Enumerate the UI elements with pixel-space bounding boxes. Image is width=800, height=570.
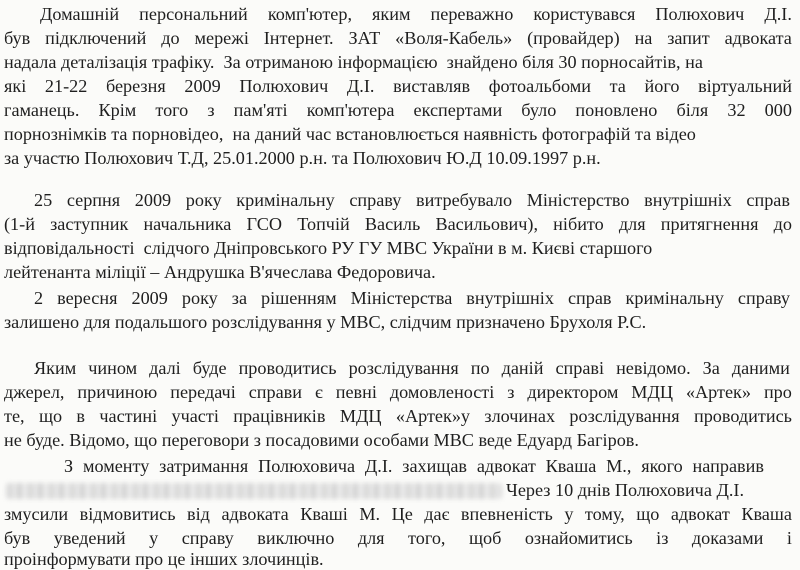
text-line [4,213,792,235]
word: участі [171,406,219,426]
word: проводитись [693,406,792,426]
word: був [4,528,31,548]
text-line: порнознімків та порновідео, на даний час встановлюється наявність фотографій та відео [4,124,696,144]
word: переважно [430,4,514,24]
word: Інтернет. [263,28,334,48]
word: 2 [34,288,44,308]
word: виключно [257,528,335,548]
word: по [470,358,490,378]
word: ЗАТ [348,28,381,48]
word: МДЦ [631,382,673,402]
word: ознайомитись [524,528,633,548]
word: чином [88,358,138,378]
word: до [773,214,792,234]
word: адвокат [476,456,536,476]
word: направив [692,456,764,476]
word: справу [737,288,790,308]
text-line: за участю Полюхович Т.Д, 25.01.2000 р.н. та Полюхович Ю.Д 10.09.1997 р.н. [4,148,601,168]
word: Кваша [545,456,597,476]
text-line [4,75,792,97]
word: із [656,528,669,548]
word: тому, [584,504,625,524]
word: що [636,504,660,524]
word: на [634,28,653,48]
word: поновлено [575,100,658,120]
word: Васильович), [435,214,538,234]
word: рішенням [261,288,337,308]
word: Домашній [40,4,120,24]
word: директором [527,382,619,402]
word: даній [501,358,544,378]
word: користувався [533,4,636,24]
text-line: лейтенанта міліції – Андрушка В'ячеслава Федоровича. [4,262,436,282]
text-line: відповідальності слідчого Дніпровського РУ ГУ МВС України в м. Києві старшого [4,238,653,258]
word: комп'ютера [306,100,395,120]
word: було [521,100,557,120]
word: витребувало [416,190,513,210]
word: Яким [34,358,77,378]
word: розслідування [569,406,680,426]
word: року [185,190,222,210]
word: у [564,504,574,524]
word: серпня [66,190,121,210]
word: виставляв [393,76,471,96]
word: 25 [34,190,53,210]
word: М., [606,456,632,476]
text-line [4,405,792,427]
word: Д.І. [764,4,792,24]
word: і [786,528,792,548]
word: причиною [77,382,158,402]
word: яким [372,4,411,24]
word: 2009 [131,288,168,308]
word: пам'яті [233,100,288,120]
word: те, [4,406,25,426]
word: змусили [4,504,69,524]
word: працівників [233,406,326,426]
word: певні [335,382,377,402]
text-line [34,287,790,309]
word: ГСО [246,214,283,234]
word: «Артек»у [395,406,471,426]
word: мережі [194,28,249,48]
word: адвоката [221,504,289,524]
text-line: надала деталізація трафіку. За отриманою інформацією знайдено біля 30 порносайтів, на [4,52,703,72]
word: Кваша [741,504,792,524]
word: впевненість [460,504,553,524]
word: затримання [159,456,249,476]
word: 2009 [134,190,172,210]
word: доказами [691,528,764,548]
word: злочинах [484,406,556,426]
word: 2009 [184,76,221,96]
word: березня [105,76,166,96]
word: Топчій [297,214,350,234]
word: кримінальну [625,288,724,308]
word: притягнення [660,214,759,234]
text-line [4,381,792,403]
word: джерел, [4,382,65,402]
word: захищав [402,456,468,476]
word: справі [555,358,605,378]
word: та [609,76,626,96]
word: 32 [727,100,746,120]
word: запит [667,28,710,48]
word: даними [731,358,790,378]
word: домовленості [389,382,495,402]
word: невідомо. [616,358,691,378]
word: «Воля-Кабель» [395,28,513,48]
word: біля [676,100,709,120]
word: які [4,76,27,96]
word: далі [149,358,181,378]
word: підключений [45,28,147,48]
redacted-text [6,483,502,499]
word: року [181,288,218,308]
word: моменту [82,456,150,476]
word: М. [359,504,381,524]
word: кримінальну [236,190,335,210]
word: з [507,382,515,402]
text-line [40,3,792,25]
text-line [4,27,792,49]
word: комп'ютер, [267,4,352,24]
word: того [155,100,189,120]
word: справ [746,190,790,210]
word: заступник [50,214,129,234]
text-line [64,455,764,477]
word: буде [192,358,227,378]
word: для [357,528,385,548]
word: справи [248,382,302,402]
text-line [4,527,792,549]
word: частині [99,406,158,426]
word: адвокат [670,504,730,524]
word: «Артек» [685,382,751,402]
word: нібито [553,214,604,234]
word: про [763,382,792,402]
word: МДЦ [339,406,382,426]
text-line [34,357,790,379]
text-line: не буде. Відомо, що переговори з посадовими особами МВС веде Едуард Багіров. [4,430,639,450]
text-line [4,503,792,525]
word: справу [349,190,402,210]
text-line: залишено для подальшого розслідування у МВС, слідчим призначено Брухоля Р.С. [4,312,647,332]
word: 21-22 [44,76,88,96]
word: фотоальбоми [488,76,591,96]
word: передачі [170,382,236,402]
word: Полюховича [258,456,356,476]
text-line [4,99,792,121]
word: уведений [53,528,126,548]
word: Полюхович [655,4,745,24]
word: дає [424,504,450,524]
word: Це [391,504,413,524]
word: з [207,100,215,120]
word: внутрішніх [644,190,732,210]
word: начальника [143,214,232,234]
word: у [149,528,159,548]
word: віртуальний [698,76,792,96]
word: його [644,76,680,96]
word: Крім [98,100,137,120]
word: був [4,28,31,48]
text-line [34,189,790,211]
word: щоб [468,528,502,548]
word: є [314,382,323,402]
word: якого [641,456,683,476]
word: За [702,358,720,378]
word: Полюхович [239,76,329,96]
word: справ [567,288,612,308]
word: того, [408,528,446,548]
word: для [618,214,646,234]
word: справу [181,528,234,548]
word: до [161,28,180,48]
word: гаманець. [4,100,80,120]
word: Кваші [300,504,348,524]
word: Міністерство [526,190,630,210]
word: 000 [764,100,792,120]
word: Д.І. [346,76,375,96]
text-line: Через 10 днів Полюховича Д.І. [506,480,744,500]
word: проводитись [238,358,337,378]
word: експертами [413,100,503,120]
word: (провайдер) [527,28,620,48]
word: в [76,406,85,426]
word: персональний [139,4,248,24]
word: що [38,406,63,426]
word: вересня [57,288,118,308]
word: З [64,456,74,476]
word: відмовитись [79,504,176,524]
word: Міністерства [350,288,453,308]
word: Василь [364,214,421,234]
word: від [187,504,210,524]
word: адвоката [724,28,792,48]
word: за [231,288,248,308]
word: Д.І. [364,456,393,476]
word: внутрішніх [466,288,554,308]
word: розслідування [348,358,459,378]
text-line: проінформувати про це інших злочинців. [4,549,324,569]
word: (1-й [4,214,35,234]
